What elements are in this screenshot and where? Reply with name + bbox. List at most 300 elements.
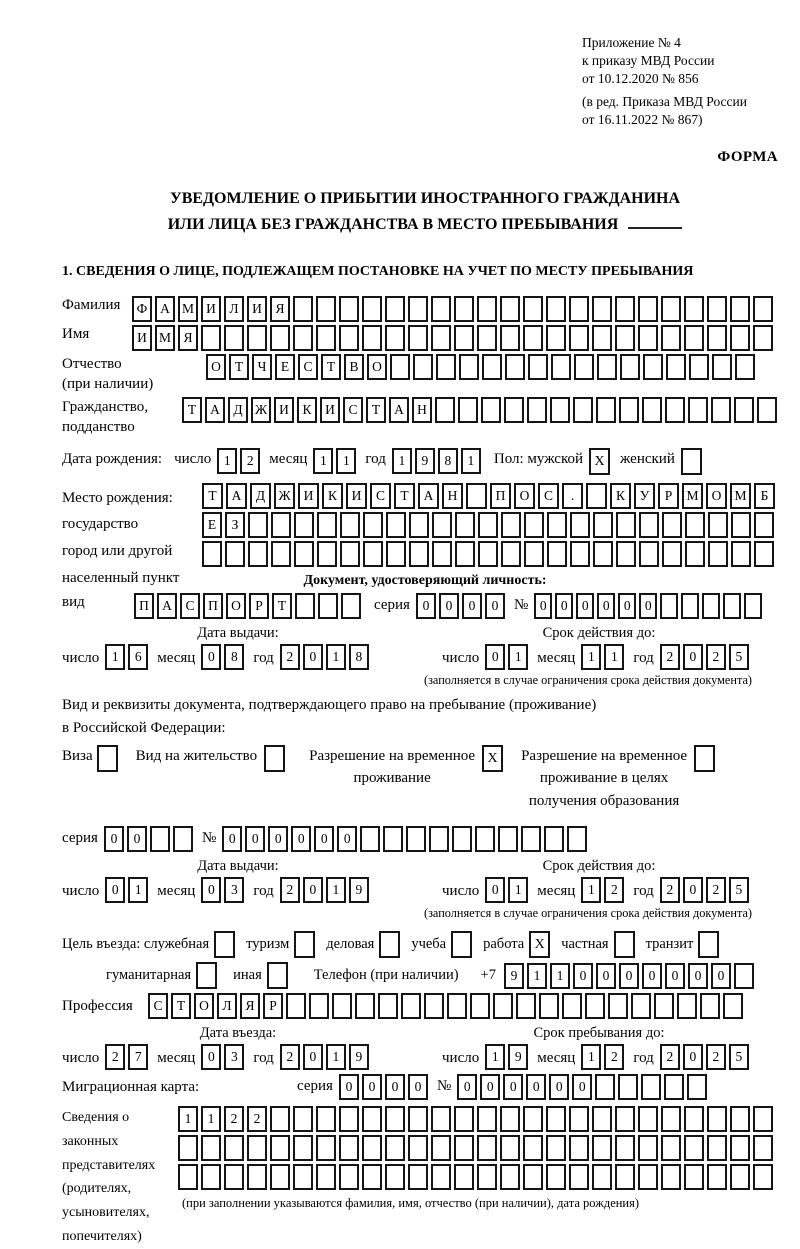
char-cell[interactable]: 0 bbox=[268, 826, 288, 852]
char-cell[interactable]: 0 bbox=[597, 593, 615, 619]
char-cell[interactable] bbox=[459, 354, 479, 380]
char-cell[interactable]: 1 bbox=[485, 1044, 505, 1070]
char-cell[interactable]: 2 bbox=[660, 644, 680, 670]
char-cell[interactable]: 0 bbox=[683, 877, 703, 903]
char-cell[interactable] bbox=[615, 296, 635, 322]
char-cell[interactable] bbox=[567, 826, 587, 852]
char-cell[interactable] bbox=[431, 1135, 451, 1161]
char-cell[interactable]: А bbox=[226, 483, 247, 509]
char-cell[interactable] bbox=[432, 541, 452, 567]
char-cell[interactable]: Д bbox=[228, 397, 248, 423]
char-cell[interactable] bbox=[498, 826, 518, 852]
char-cell[interactable]: 5 bbox=[729, 877, 749, 903]
purpose-business-checkbox[interactable] bbox=[379, 931, 400, 958]
char-cell[interactable]: Т bbox=[321, 354, 341, 380]
char-cell[interactable] bbox=[569, 325, 589, 351]
char-cell[interactable] bbox=[454, 296, 474, 322]
char-cell[interactable]: П bbox=[490, 483, 511, 509]
char-cell[interactable] bbox=[295, 593, 315, 619]
char-cell[interactable] bbox=[173, 826, 193, 852]
char-cell[interactable]: П bbox=[203, 593, 223, 619]
char-cell[interactable] bbox=[500, 1135, 520, 1161]
char-cell[interactable]: 0 bbox=[688, 963, 708, 989]
char-cell[interactable]: Ж bbox=[251, 397, 271, 423]
char-cell[interactable]: Т bbox=[366, 397, 386, 423]
char-cell[interactable] bbox=[744, 593, 762, 619]
purpose-transit-checkbox[interactable] bbox=[698, 931, 719, 958]
char-cell[interactable] bbox=[528, 354, 548, 380]
char-cell[interactable] bbox=[573, 397, 593, 423]
char-cell[interactable] bbox=[293, 325, 313, 351]
char-cell[interactable]: 2 bbox=[240, 448, 260, 474]
char-cell[interactable] bbox=[406, 826, 426, 852]
char-cell[interactable] bbox=[493, 993, 513, 1019]
char-cell[interactable] bbox=[684, 1106, 704, 1132]
char-cell[interactable]: 0 bbox=[314, 826, 334, 852]
char-cell[interactable] bbox=[409, 541, 429, 567]
char-cell[interactable] bbox=[615, 1106, 635, 1132]
char-cell[interactable] bbox=[638, 296, 658, 322]
char-cell[interactable] bbox=[317, 541, 337, 567]
char-cell[interactable] bbox=[362, 1135, 382, 1161]
residence-permit-checkbox[interactable] bbox=[264, 745, 285, 772]
char-cell[interactable] bbox=[386, 512, 406, 538]
char-cell[interactable] bbox=[362, 1106, 382, 1132]
char-cell[interactable]: 0 bbox=[485, 877, 505, 903]
char-cell[interactable]: Д bbox=[250, 483, 271, 509]
char-cell[interactable] bbox=[447, 993, 467, 1019]
char-cell[interactable] bbox=[638, 1164, 658, 1190]
char-cell[interactable] bbox=[662, 541, 682, 567]
char-cell[interactable]: 0 bbox=[303, 1044, 323, 1070]
char-cell[interactable]: . bbox=[562, 483, 583, 509]
char-cell[interactable]: 1 bbox=[336, 448, 356, 474]
char-cell[interactable] bbox=[521, 826, 541, 852]
char-cell[interactable] bbox=[500, 325, 520, 351]
char-cell[interactable] bbox=[431, 325, 451, 351]
char-cell[interactable]: И bbox=[247, 296, 267, 322]
char-cell[interactable]: 2 bbox=[280, 1044, 300, 1070]
char-cell[interactable] bbox=[224, 325, 244, 351]
char-cell[interactable] bbox=[689, 354, 709, 380]
char-cell[interactable]: 1 bbox=[604, 644, 624, 670]
char-cell[interactable]: 2 bbox=[660, 1044, 680, 1070]
char-cell[interactable]: Ф bbox=[132, 296, 152, 322]
char-cell[interactable]: З bbox=[225, 512, 245, 538]
char-cell[interactable]: 0 bbox=[303, 644, 323, 670]
char-cell[interactable] bbox=[454, 1135, 474, 1161]
char-cell[interactable] bbox=[482, 354, 502, 380]
char-cell[interactable]: 7 bbox=[128, 1044, 148, 1070]
char-cell[interactable]: О bbox=[706, 483, 727, 509]
char-cell[interactable]: Б bbox=[754, 483, 775, 509]
char-cell[interactable] bbox=[684, 296, 704, 322]
char-cell[interactable] bbox=[730, 1135, 750, 1161]
char-cell[interactable] bbox=[544, 826, 564, 852]
char-cell[interactable] bbox=[684, 1135, 704, 1161]
visa-checkbox[interactable] bbox=[97, 745, 118, 772]
char-cell[interactable]: И bbox=[201, 296, 221, 322]
char-cell[interactable]: Р bbox=[263, 993, 283, 1019]
char-cell[interactable]: 2 bbox=[706, 877, 726, 903]
char-cell[interactable] bbox=[700, 993, 720, 1019]
char-cell[interactable] bbox=[639, 541, 659, 567]
temp-residence-edu-checkbox[interactable] bbox=[694, 745, 715, 772]
char-cell[interactable] bbox=[431, 1164, 451, 1190]
char-cell[interactable]: 0 bbox=[385, 1074, 405, 1100]
char-cell[interactable] bbox=[593, 512, 613, 538]
char-cell[interactable]: 2 bbox=[706, 1044, 726, 1070]
char-cell[interactable]: 0 bbox=[711, 963, 731, 989]
char-cell[interactable]: 0 bbox=[683, 644, 703, 670]
char-cell[interactable] bbox=[385, 296, 405, 322]
char-cell[interactable] bbox=[247, 1164, 267, 1190]
char-cell[interactable] bbox=[316, 1164, 336, 1190]
char-cell[interactable]: 1 bbox=[508, 644, 528, 670]
char-cell[interactable]: 6 bbox=[128, 644, 148, 670]
char-cell[interactable]: 1 bbox=[581, 644, 601, 670]
char-cell[interactable] bbox=[339, 325, 359, 351]
char-cell[interactable] bbox=[547, 541, 567, 567]
char-cell[interactable]: 2 bbox=[604, 1044, 624, 1070]
char-cell[interactable] bbox=[592, 325, 612, 351]
char-cell[interactable] bbox=[362, 325, 382, 351]
char-cell[interactable]: О bbox=[194, 993, 214, 1019]
char-cell[interactable]: 0 bbox=[408, 1074, 428, 1100]
char-cell[interactable]: Л bbox=[224, 296, 244, 322]
char-cell[interactable]: М bbox=[730, 483, 751, 509]
char-cell[interactable] bbox=[408, 1106, 428, 1132]
char-cell[interactable]: 0 bbox=[416, 593, 436, 619]
char-cell[interactable] bbox=[409, 512, 429, 538]
char-cell[interactable] bbox=[202, 541, 222, 567]
char-cell[interactable]: 0 bbox=[222, 826, 242, 852]
char-cell[interactable] bbox=[362, 296, 382, 322]
char-cell[interactable] bbox=[551, 354, 571, 380]
char-cell[interactable]: 2 bbox=[247, 1106, 267, 1132]
char-cell[interactable] bbox=[618, 1074, 638, 1100]
char-cell[interactable]: 8 bbox=[224, 644, 244, 670]
char-cell[interactable] bbox=[754, 512, 774, 538]
char-cell[interactable] bbox=[477, 325, 497, 351]
char-cell[interactable]: 0 bbox=[457, 1074, 477, 1100]
char-cell[interactable] bbox=[270, 1106, 290, 1132]
char-cell[interactable] bbox=[730, 296, 750, 322]
char-cell[interactable]: 1 bbox=[201, 1106, 221, 1132]
char-cell[interactable]: М bbox=[155, 325, 175, 351]
char-cell[interactable] bbox=[662, 512, 682, 538]
char-cell[interactable] bbox=[619, 397, 639, 423]
char-cell[interactable] bbox=[386, 541, 406, 567]
char-cell[interactable] bbox=[286, 993, 306, 1019]
char-cell[interactable] bbox=[401, 993, 421, 1019]
char-cell[interactable] bbox=[523, 1135, 543, 1161]
char-cell[interactable] bbox=[660, 593, 678, 619]
char-cell[interactable]: П bbox=[134, 593, 154, 619]
char-cell[interactable]: В bbox=[344, 354, 364, 380]
char-cell[interactable] bbox=[477, 296, 497, 322]
char-cell[interactable] bbox=[616, 541, 636, 567]
char-cell[interactable] bbox=[569, 1164, 589, 1190]
char-cell[interactable]: 0 bbox=[104, 826, 124, 852]
char-cell[interactable]: 1 bbox=[128, 877, 148, 903]
char-cell[interactable] bbox=[661, 1106, 681, 1132]
char-cell[interactable] bbox=[639, 512, 659, 538]
char-cell[interactable] bbox=[661, 325, 681, 351]
char-cell[interactable] bbox=[385, 325, 405, 351]
char-cell[interactable] bbox=[248, 541, 268, 567]
char-cell[interactable]: Т bbox=[229, 354, 249, 380]
char-cell[interactable] bbox=[666, 354, 686, 380]
char-cell[interactable] bbox=[684, 325, 704, 351]
char-cell[interactable] bbox=[431, 296, 451, 322]
purpose-other-checkbox[interactable] bbox=[267, 962, 288, 989]
char-cell[interactable] bbox=[707, 1164, 727, 1190]
char-cell[interactable] bbox=[643, 354, 663, 380]
char-cell[interactable] bbox=[270, 1135, 290, 1161]
char-cell[interactable]: Т bbox=[202, 483, 223, 509]
char-cell[interactable]: С bbox=[538, 483, 559, 509]
char-cell[interactable] bbox=[481, 397, 501, 423]
char-cell[interactable] bbox=[383, 826, 403, 852]
char-cell[interactable]: Я bbox=[270, 296, 290, 322]
char-cell[interactable] bbox=[248, 512, 268, 538]
char-cell[interactable]: 2 bbox=[706, 644, 726, 670]
char-cell[interactable] bbox=[585, 993, 605, 1019]
char-cell[interactable]: Е bbox=[275, 354, 295, 380]
char-cell[interactable]: 2 bbox=[660, 877, 680, 903]
char-cell[interactable] bbox=[546, 1135, 566, 1161]
char-cell[interactable] bbox=[595, 1074, 615, 1100]
char-cell[interactable] bbox=[569, 1106, 589, 1132]
char-cell[interactable]: Ч bbox=[252, 354, 272, 380]
char-cell[interactable] bbox=[478, 512, 498, 538]
char-cell[interactable]: 2 bbox=[105, 1044, 125, 1070]
char-cell[interactable]: Т bbox=[394, 483, 415, 509]
char-cell[interactable] bbox=[500, 296, 520, 322]
char-cell[interactable]: С bbox=[343, 397, 363, 423]
char-cell[interactable] bbox=[362, 1164, 382, 1190]
char-cell[interactable]: 0 bbox=[201, 1044, 221, 1070]
char-cell[interactable]: 0 bbox=[572, 1074, 592, 1100]
char-cell[interactable] bbox=[615, 1164, 635, 1190]
char-cell[interactable] bbox=[524, 512, 544, 538]
char-cell[interactable] bbox=[641, 1074, 661, 1100]
char-cell[interactable] bbox=[569, 1135, 589, 1161]
char-cell[interactable] bbox=[458, 397, 478, 423]
char-cell[interactable]: Е bbox=[202, 512, 222, 538]
purpose-tourism-checkbox[interactable] bbox=[294, 931, 315, 958]
char-cell[interactable] bbox=[523, 1106, 543, 1132]
char-cell[interactable] bbox=[574, 354, 594, 380]
char-cell[interactable] bbox=[753, 1106, 773, 1132]
char-cell[interactable] bbox=[454, 325, 474, 351]
char-cell[interactable] bbox=[413, 354, 433, 380]
char-cell[interactable] bbox=[707, 1135, 727, 1161]
char-cell[interactable]: И bbox=[274, 397, 294, 423]
char-cell[interactable] bbox=[665, 397, 685, 423]
char-cell[interactable] bbox=[546, 296, 566, 322]
char-cell[interactable]: И bbox=[320, 397, 340, 423]
char-cell[interactable]: 1 bbox=[392, 448, 412, 474]
char-cell[interactable] bbox=[341, 593, 361, 619]
char-cell[interactable] bbox=[570, 541, 590, 567]
char-cell[interactable] bbox=[452, 826, 472, 852]
char-cell[interactable] bbox=[293, 1135, 313, 1161]
char-cell[interactable] bbox=[340, 541, 360, 567]
char-cell[interactable]: Ж bbox=[274, 483, 295, 509]
char-cell[interactable]: 0 bbox=[549, 1074, 569, 1100]
char-cell[interactable]: Р bbox=[658, 483, 679, 509]
char-cell[interactable]: И bbox=[298, 483, 319, 509]
char-cell[interactable] bbox=[753, 325, 773, 351]
char-cell[interactable] bbox=[608, 993, 628, 1019]
char-cell[interactable] bbox=[707, 325, 727, 351]
char-cell[interactable] bbox=[270, 325, 290, 351]
char-cell[interactable]: У bbox=[634, 483, 655, 509]
char-cell[interactable] bbox=[477, 1164, 497, 1190]
char-cell[interactable] bbox=[294, 512, 314, 538]
char-cell[interactable]: 1 bbox=[217, 448, 237, 474]
char-cell[interactable]: 0 bbox=[503, 1074, 523, 1100]
char-cell[interactable]: 9 bbox=[349, 1044, 369, 1070]
char-cell[interactable] bbox=[363, 512, 383, 538]
char-cell[interactable] bbox=[339, 1164, 359, 1190]
char-cell[interactable]: 0 bbox=[596, 963, 616, 989]
char-cell[interactable] bbox=[550, 397, 570, 423]
char-cell[interactable] bbox=[596, 397, 616, 423]
char-cell[interactable] bbox=[586, 483, 607, 509]
char-cell[interactable] bbox=[547, 512, 567, 538]
char-cell[interactable]: 1 bbox=[326, 877, 346, 903]
char-cell[interactable]: 1 bbox=[105, 644, 125, 670]
char-cell[interactable] bbox=[436, 354, 456, 380]
char-cell[interactable] bbox=[454, 1164, 474, 1190]
char-cell[interactable] bbox=[455, 512, 475, 538]
char-cell[interactable] bbox=[355, 993, 375, 1019]
char-cell[interactable]: Н bbox=[412, 397, 432, 423]
char-cell[interactable] bbox=[408, 325, 428, 351]
char-cell[interactable] bbox=[708, 512, 728, 538]
char-cell[interactable] bbox=[150, 826, 170, 852]
temp-residence-checkbox[interactable]: X bbox=[482, 745, 503, 772]
char-cell[interactable] bbox=[316, 296, 336, 322]
char-cell[interactable]: 1 bbox=[461, 448, 481, 474]
char-cell[interactable]: 2 bbox=[604, 877, 624, 903]
char-cell[interactable]: 3 bbox=[224, 877, 244, 903]
char-cell[interactable]: 0 bbox=[291, 826, 311, 852]
char-cell[interactable]: С bbox=[180, 593, 200, 619]
char-cell[interactable] bbox=[753, 1135, 773, 1161]
char-cell[interactable]: А bbox=[418, 483, 439, 509]
char-cell[interactable] bbox=[707, 1106, 727, 1132]
char-cell[interactable]: Р bbox=[249, 593, 269, 619]
char-cell[interactable]: 0 bbox=[619, 963, 639, 989]
char-cell[interactable] bbox=[592, 1164, 612, 1190]
char-cell[interactable]: 9 bbox=[415, 448, 435, 474]
char-cell[interactable]: Я bbox=[240, 993, 260, 1019]
char-cell[interactable] bbox=[201, 1135, 221, 1161]
char-cell[interactable] bbox=[731, 541, 751, 567]
char-cell[interactable] bbox=[546, 325, 566, 351]
char-cell[interactable] bbox=[638, 1135, 658, 1161]
char-cell[interactable] bbox=[293, 1106, 313, 1132]
char-cell[interactable] bbox=[316, 1106, 336, 1132]
char-cell[interactable]: 0 bbox=[439, 593, 459, 619]
char-cell[interactable]: 0 bbox=[303, 877, 323, 903]
char-cell[interactable] bbox=[524, 541, 544, 567]
char-cell[interactable] bbox=[477, 1135, 497, 1161]
char-cell[interactable] bbox=[429, 826, 449, 852]
char-cell[interactable]: 0 bbox=[683, 1044, 703, 1070]
char-cell[interactable]: 0 bbox=[534, 593, 552, 619]
char-cell[interactable] bbox=[501, 541, 521, 567]
sex-male-checkbox[interactable]: X bbox=[589, 448, 610, 475]
char-cell[interactable] bbox=[505, 354, 525, 380]
char-cell[interactable] bbox=[615, 325, 635, 351]
char-cell[interactable] bbox=[378, 993, 398, 1019]
char-cell[interactable]: 8 bbox=[438, 448, 458, 474]
char-cell[interactable] bbox=[730, 1164, 750, 1190]
char-cell[interactable]: 0 bbox=[201, 877, 221, 903]
char-cell[interactable] bbox=[225, 541, 245, 567]
char-cell[interactable] bbox=[271, 512, 291, 538]
char-cell[interactable] bbox=[501, 512, 521, 538]
char-cell[interactable]: А bbox=[205, 397, 225, 423]
char-cell[interactable]: А bbox=[157, 593, 177, 619]
char-cell[interactable] bbox=[753, 296, 773, 322]
char-cell[interactable] bbox=[339, 1135, 359, 1161]
char-cell[interactable]: Т bbox=[182, 397, 202, 423]
char-cell[interactable]: 0 bbox=[485, 644, 505, 670]
char-cell[interactable] bbox=[318, 593, 338, 619]
char-cell[interactable] bbox=[500, 1106, 520, 1132]
char-cell[interactable] bbox=[707, 296, 727, 322]
char-cell[interactable] bbox=[684, 1164, 704, 1190]
char-cell[interactable] bbox=[500, 1164, 520, 1190]
char-cell[interactable] bbox=[477, 1106, 497, 1132]
char-cell[interactable] bbox=[592, 1106, 612, 1132]
char-cell[interactable] bbox=[527, 397, 547, 423]
char-cell[interactable]: 1 bbox=[581, 877, 601, 903]
purpose-study-checkbox[interactable] bbox=[451, 931, 472, 958]
char-cell[interactable]: 2 bbox=[280, 644, 300, 670]
purpose-humanitarian-checkbox[interactable] bbox=[196, 962, 217, 989]
char-cell[interactable]: 9 bbox=[508, 1044, 528, 1070]
char-cell[interactable]: С bbox=[148, 993, 168, 1019]
char-cell[interactable] bbox=[753, 1164, 773, 1190]
char-cell[interactable]: К bbox=[322, 483, 343, 509]
char-cell[interactable] bbox=[270, 1164, 290, 1190]
char-cell[interactable]: И bbox=[132, 325, 152, 351]
char-cell[interactable]: 0 bbox=[642, 963, 662, 989]
char-cell[interactable]: 9 bbox=[504, 963, 524, 989]
char-cell[interactable] bbox=[562, 993, 582, 1019]
char-cell[interactable]: М bbox=[178, 296, 198, 322]
char-cell[interactable]: Л bbox=[217, 993, 237, 1019]
char-cell[interactable]: Я bbox=[178, 325, 198, 351]
char-cell[interactable]: 0 bbox=[462, 593, 482, 619]
char-cell[interactable] bbox=[432, 512, 452, 538]
char-cell[interactable] bbox=[685, 541, 705, 567]
char-cell[interactable]: 0 bbox=[555, 593, 573, 619]
char-cell[interactable] bbox=[730, 325, 750, 351]
char-cell[interactable] bbox=[570, 512, 590, 538]
char-cell[interactable]: С bbox=[370, 483, 391, 509]
char-cell[interactable]: 0 bbox=[337, 826, 357, 852]
char-cell[interactable] bbox=[271, 541, 291, 567]
char-cell[interactable] bbox=[654, 993, 674, 1019]
